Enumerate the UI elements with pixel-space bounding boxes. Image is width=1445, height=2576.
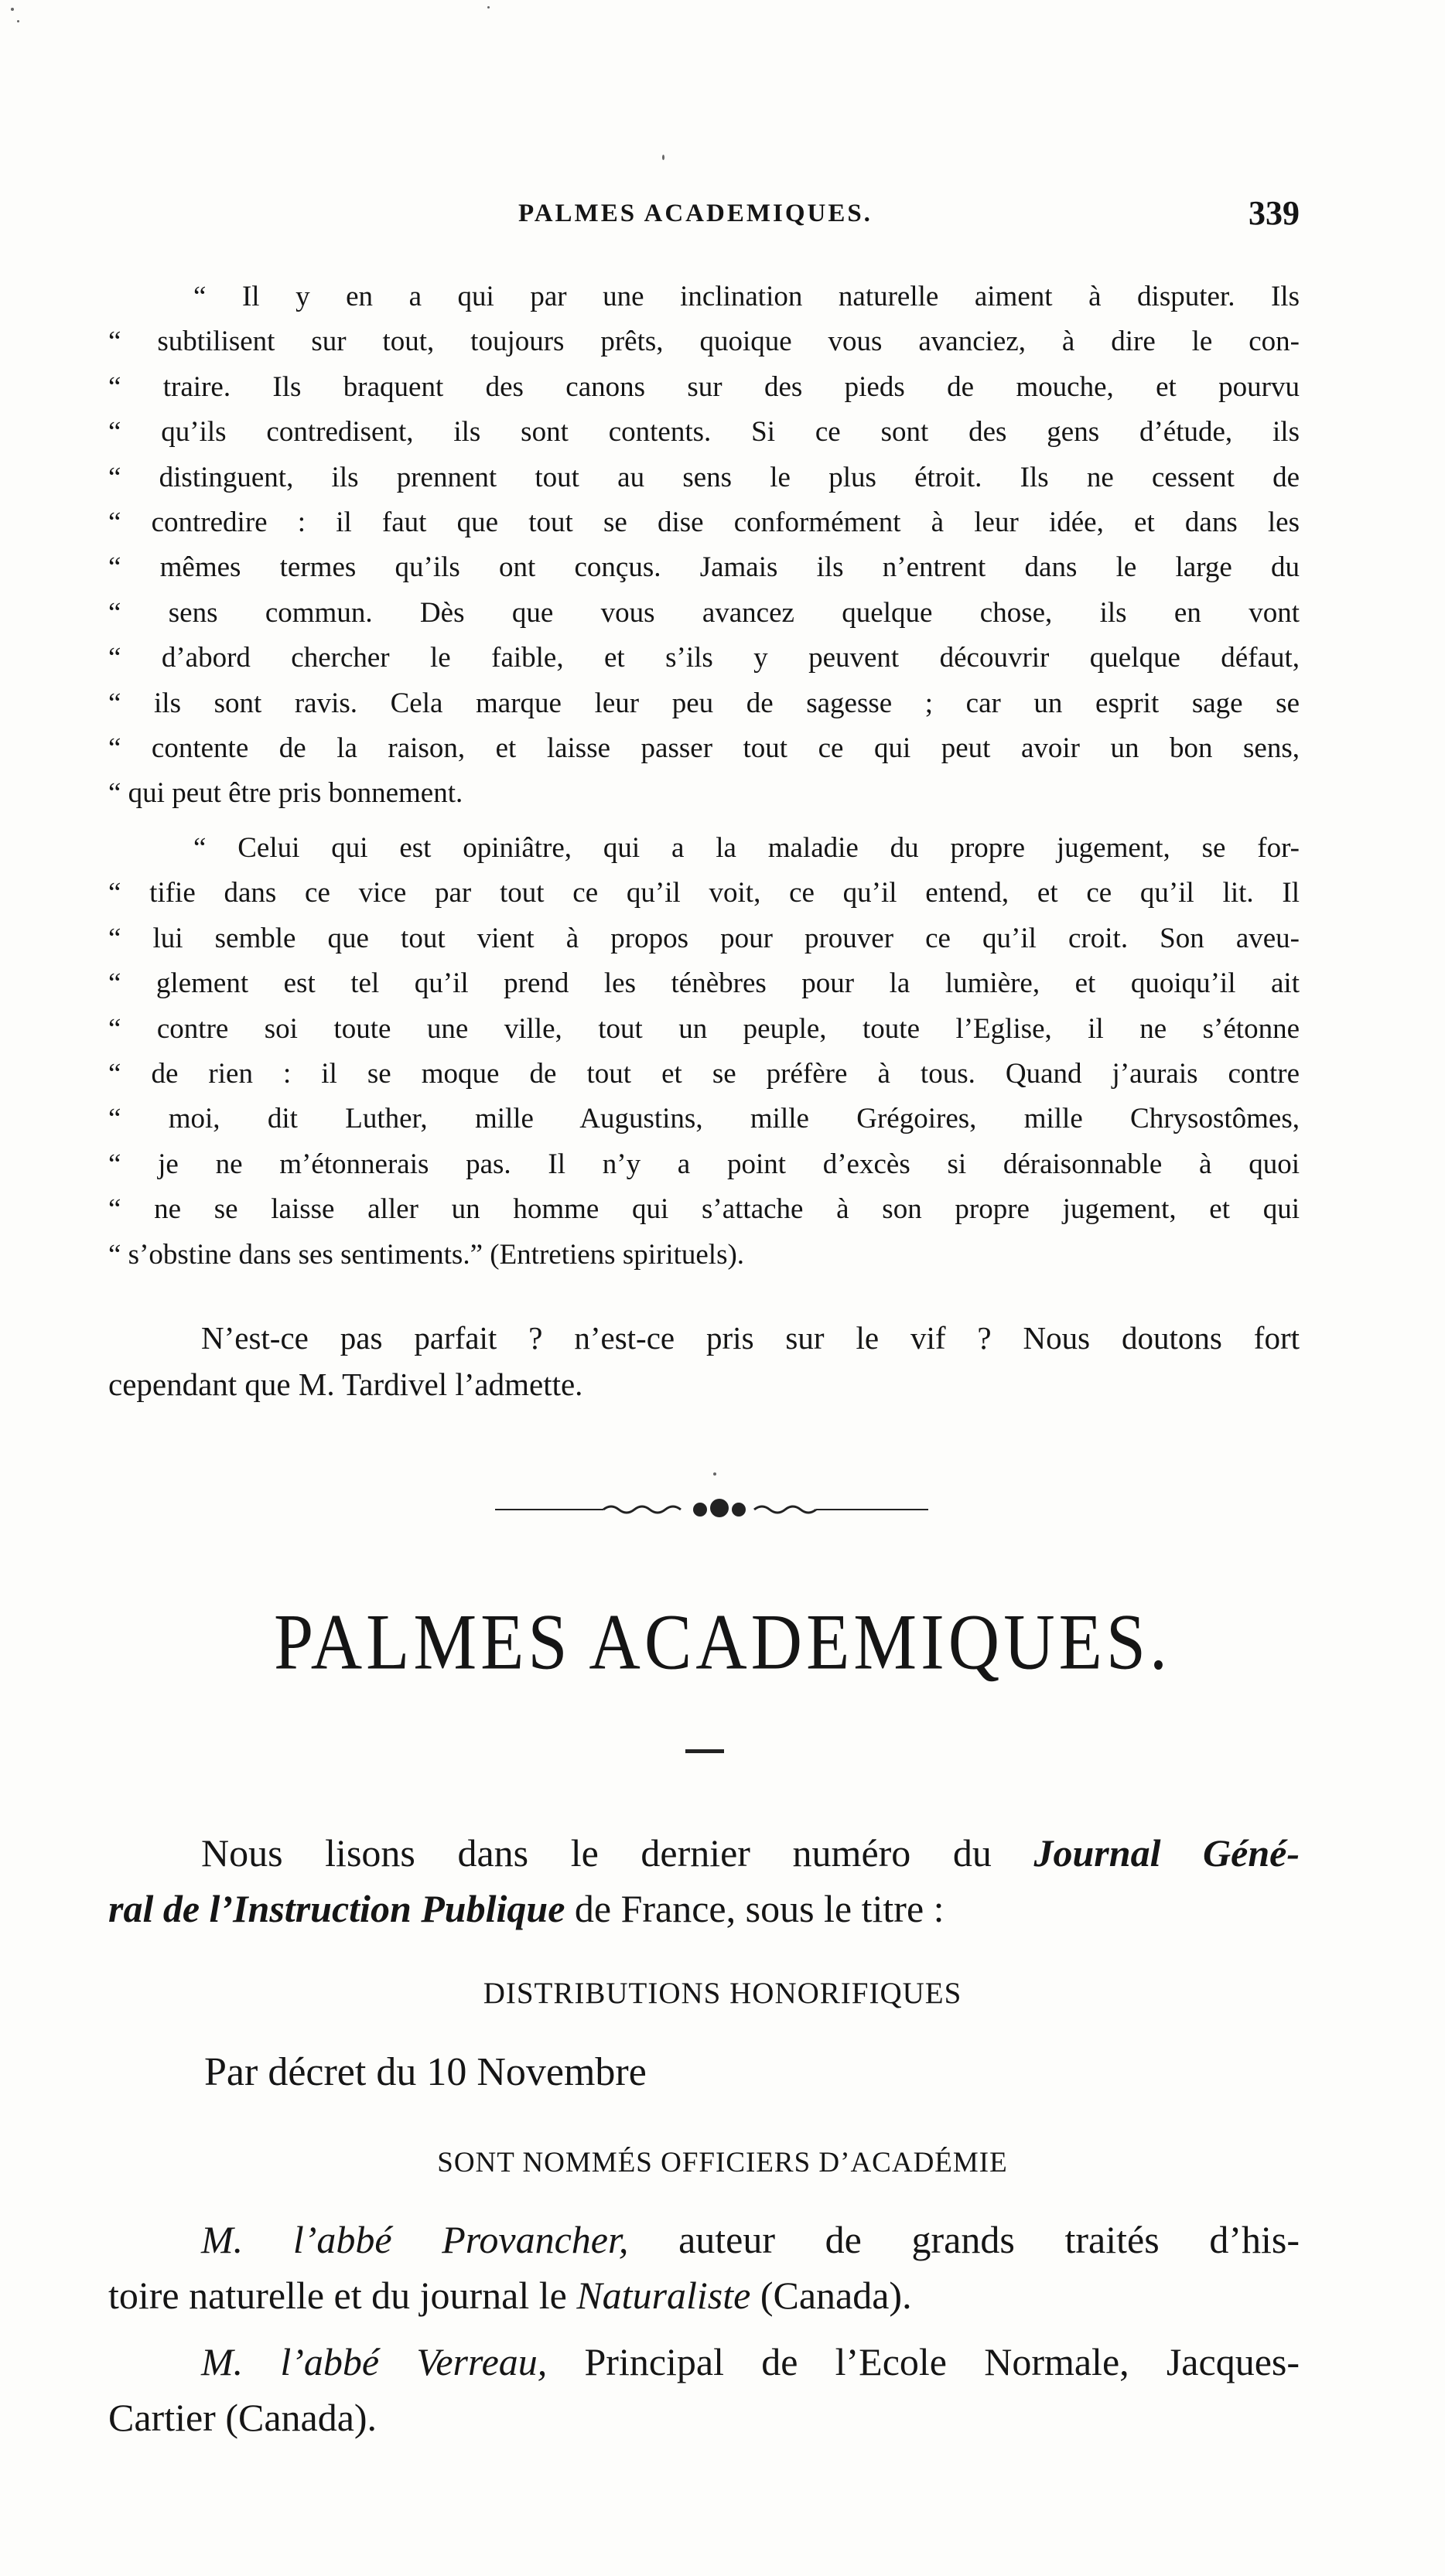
page-number: 339	[1249, 194, 1300, 232]
subheading-distributions: DISTRIBUTIONS HONORIFIQUES	[483, 1977, 962, 2010]
quote-block	[108, 275, 1300, 1278]
entry-text: auteur de grands traités d’his-	[678, 2218, 1300, 2261]
quote-line: “ qu’ils contredisent, ils sont contents. Si ce sont des gens d’étude, ils	[108, 416, 1300, 449]
entry-line: Cartier (Canada).	[108, 2396, 377, 2439]
nomination-entry	[108, 2212, 1300, 2323]
journal-name: Naturaliste	[576, 2274, 751, 2317]
intro-line-1	[108, 1825, 1300, 1881]
quote-line: “ lui semble que tout vient à propos pour prouver ce qu’il croit. Son aveu-	[108, 922, 1300, 954]
quote-line: “ Celui qui est opiniâtre, qui a la maladie du propre jugement, se for-	[193, 831, 1300, 864]
quote-line: “ subtilisent sur tout, toujours prêts, quoique vous avanciez, à dire le con-	[108, 326, 1300, 358]
entry-text: Principal de l’Ecole Normale, Jacques-	[584, 2340, 1300, 2383]
quote-line: “ ne se laisse aller un homme qui s’attache à son propre jugement, et qui	[108, 1193, 1300, 1226]
quote-line: “ contredire : il faut que tout se dise conformément à leur idée, et dans les	[108, 507, 1300, 539]
quote-line: “ d’abord chercher le faible, et s’ils y peuvent découvrir quelque défaut,	[108, 642, 1300, 674]
nomination-entry	[108, 2334, 1300, 2445]
quote-line: “ moi, dit Luther, mille Augustins, mille Grégoires, mille Chrysostômes,	[108, 1103, 1300, 1135]
nominations-list	[108, 2212, 1300, 2445]
journal-title-cont: ral de l’Instruction Publique	[108, 1887, 565, 1930]
quote-line: “ distinguent, ils prennent tout au sens le plus étroit. Ils ne cessent de	[108, 461, 1300, 493]
commentary-line: cependant que M. Tardivel l’admette.	[108, 1366, 583, 1402]
quote-line: “ contre soi toute une ville, tout un peuple, toute l’Eglise, il ne s’étonne	[108, 1012, 1300, 1045]
section-title: PALMES ACADEMIQUES.	[273, 1597, 1171, 1687]
journal-title: Journal Géné-	[1033, 1831, 1300, 1875]
nominee-name: M. l’abbé Verreau,	[201, 2340, 548, 2383]
nominee-name: M. l’abbé Provancher,	[201, 2218, 629, 2261]
intro-line-2	[108, 1881, 1300, 1936]
entry-line	[108, 2212, 1300, 2267]
title-rule	[685, 1749, 724, 1753]
entry-text: toire naturelle et du journal le	[108, 2274, 567, 2317]
commentary-paragraph	[108, 1315, 1300, 1407]
quote-line: “ tifie dans ce vice par tout ce qu’il voit, ce qu’il entend, et ce qu’il lit. Il	[108, 877, 1300, 909]
ornament-divider	[495, 1493, 944, 1523]
commentary-line: N’est-ce pas parfait ? n’est-ce pris sur le vif ? Nous doutons fort	[201, 1320, 1300, 1356]
entry-line	[108, 2267, 1300, 2323]
running-head: PALMES ACADEMIQUES.	[518, 200, 873, 227]
quote-line: “ contente de la raison, et laisse passer tout ce qui peut avoir un bon sens,	[108, 732, 1300, 765]
entry-line	[108, 2334, 1300, 2390]
quote-line: “ glement est tel qu’il prend les ténèbres pour la lumière, et quoiqu’il ait	[108, 967, 1300, 1000]
intro-text-after: de France, sous le titre :	[574, 1887, 945, 1930]
quote-line: “ je ne m’étonnerais pas. Il n’y a point d’excès si déraisonnable à quoi	[108, 1148, 1300, 1180]
quote-line: “ traire. Ils braquent des canons sur des pieds de mouche, et pourvu	[108, 370, 1300, 403]
quote-line: “ s’obstine dans ses sentiments.” (Entretiens spirituels).	[108, 1238, 745, 1271]
quote-line: “ Il y en a qui par une inclination naturelle aiment à disputer. Ils	[193, 281, 1300, 312]
quote-paragraph-2	[108, 826, 1300, 1278]
subheading-officiers: SONT NOMMÉS OFFICIERS D’ACADÉMIE	[437, 2147, 1008, 2179]
quote-line: “ qui peut être pris bonnement.	[108, 777, 463, 810]
quote-line: “ de rien : il se moque de tout et se préfère à tous. Quand j’aurais contre	[108, 1057, 1300, 1090]
intro-paragraph	[108, 1825, 1300, 1936]
quote-line: “ ils sont ravis. Cela marque leur peu de sagesse ; car un esprit sage se	[108, 687, 1300, 719]
decree-line: Par décret du 10 Novembre	[204, 2050, 647, 2094]
quote-paragraph-1	[108, 275, 1300, 817]
quote-line: “ mêmes termes qu’ils ont conçus. Jamais ils n’entrent dans le large du	[108, 551, 1300, 584]
entry-text: (Canada).	[760, 2274, 912, 2317]
quote-line: “ sens commun. Dès que vous avancez quelque chose, ils en vont	[108, 596, 1300, 629]
intro-text: Nous lisons dans le dernier numéro du	[201, 1831, 992, 1875]
